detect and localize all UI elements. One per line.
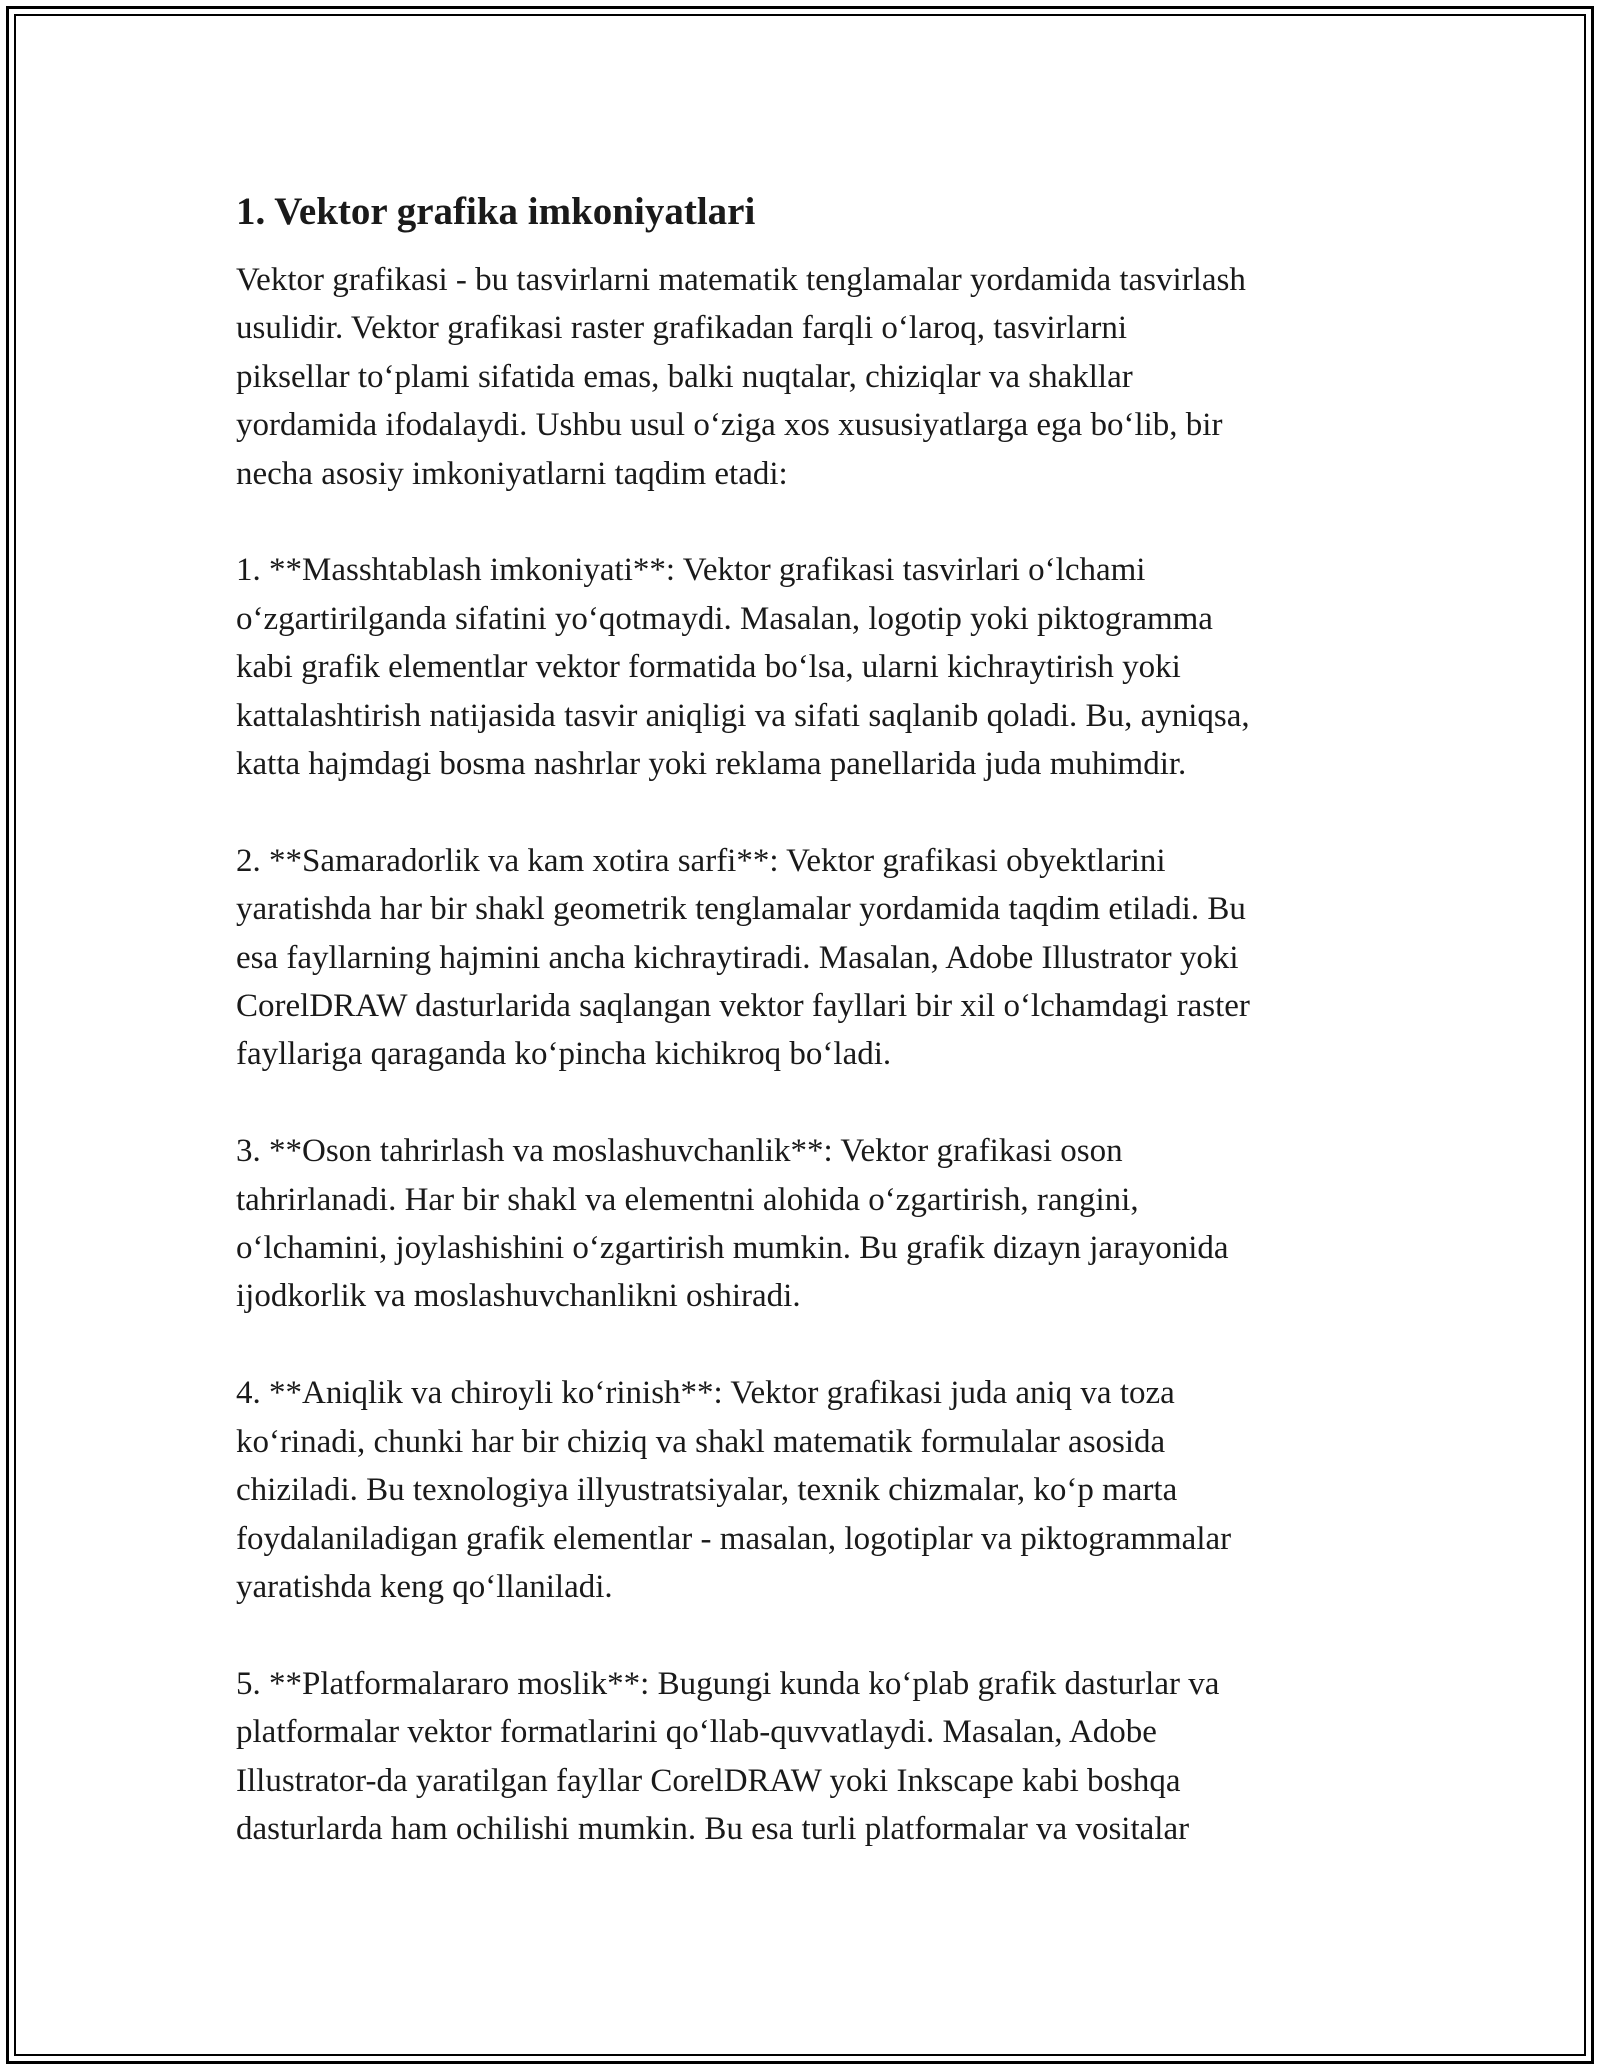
list-item-4 [236, 1369, 1396, 1611]
text-line: o‘zgartirilganda sifatini yo‘qotmaydi. Masalan, logotip yoki piktogramma [236, 600, 1213, 637]
text-line: platformalar vektor formatlarini qo‘llab-quvvatlaydi. Masalan, Adobe [236, 1714, 1157, 1751]
text-line: CorelDRAW dasturlarida saqlangan vektor fayllari bir xil o‘lchamdagi raster [236, 988, 1250, 1025]
text-line: fayllariga qaraganda ko‘pincha kichikroq bo‘ladi. [236, 1036, 892, 1073]
text-line: kattalashtirish natijasida tasvir aniqligi va sifati saqlanib qoladi. Bu, ayniqsa, [236, 697, 1250, 734]
text-line: ijodkorlik va moslashuvchanlikni oshiradi. [236, 1278, 801, 1315]
text-line: 1. **Masshtablash imkoniyati**: Vektor grafikasi tasvirlari o‘lchami [236, 552, 1146, 589]
text-line: chiziladi. Bu texnologiya illyustratsiyalar, texnik chizmalar, ko‘p marta [236, 1472, 1178, 1509]
text-line: Vektor grafikasi - bu tasvirlarni matematik tenglamalar yordamida tasvirlash [236, 262, 1246, 298]
list-item-2 [236, 837, 1396, 1079]
text-line: o‘lchamini, joylashishini o‘zgartirish mumkin. Bu grafik dizayn jarayonida [236, 1230, 1229, 1267]
text-line: dasturlarda ham ochilishi mumkin. Bu esa turli platformalar va vositalar [236, 1810, 1190, 1847]
text-line: usulidir. Vektor grafikasi raster grafikadan farqli o‘laroq, tasvirlarni [236, 310, 1128, 347]
section-heading: 1. Vektor grafika imkoniyatlari [236, 190, 756, 233]
text-line: ko‘rinadi, chunki har bir chiziq va shakl matematik formulalar asosida [236, 1423, 1166, 1460]
text-line: Illustrator-da yaratilgan fayllar CorelDRAW yoki Inkscape kabi boshqa [236, 1762, 1181, 1799]
list-item-1 [236, 546, 1396, 788]
text-line: yaratishda keng qo‘llaniladi. [236, 1568, 613, 1605]
text-line: tahrirlanadi. Har bir shakl va elementni alohida o‘zgartirish, rangini, [236, 1181, 1139, 1218]
list-item-3 [236, 1127, 1396, 1321]
text-line: necha asosiy imkoniyatlarni taqdim etadi: [236, 455, 788, 492]
list-item-5 [236, 1660, 1396, 1854]
text-line: yaratishda har bir shakl geometrik tenglamalar yordamida taqdim etiladi. Bu [236, 891, 1246, 928]
text-line: esa fayllarning hajmini ancha kichraytiradi. Masalan, Adobe Illustrator yoki [236, 939, 1239, 976]
text-line: 3. **Oson tahrirlash va moslashuvchanlik**: Vektor grafikasi oson [236, 1133, 1123, 1170]
text-line: 5. **Platformalararo moslik**: Bugungi kunda ko‘plab grafik dasturlar va [236, 1665, 1220, 1702]
text-line: 2. **Samaradorlik va kam xotira sarfi**: Vektor grafikasi obyektlarini [236, 842, 1166, 879]
text-line: yordamida ifodalaydi. Ushbu usul o‘ziga xos xususiyatlarga ega bo‘lib, bir [236, 407, 1223, 444]
document-body [236, 186, 1396, 1853]
text-line: kabi grafik elementlar vektor formatida bo‘lsa, ularni kichraytirish yoki [236, 649, 1181, 686]
text-line: 4. **Aniqlik va chiroyli ko‘rinish**: Vektor grafikasi juda aniq va toza [236, 1375, 1175, 1412]
text-line: katta hajmdagi bosma nashrlar yoki reklama panellarida juda muhimdir. [236, 746, 1187, 783]
intro-paragraph [236, 256, 1396, 498]
text-line: foydalaniladigan grafik elementlar - masalan, logotiplar va piktogrammalar [236, 1520, 1232, 1557]
text-line: piksellar to‘plami sifatida emas, balki nuqtalar, chiziqlar va shakllar [236, 358, 1133, 395]
